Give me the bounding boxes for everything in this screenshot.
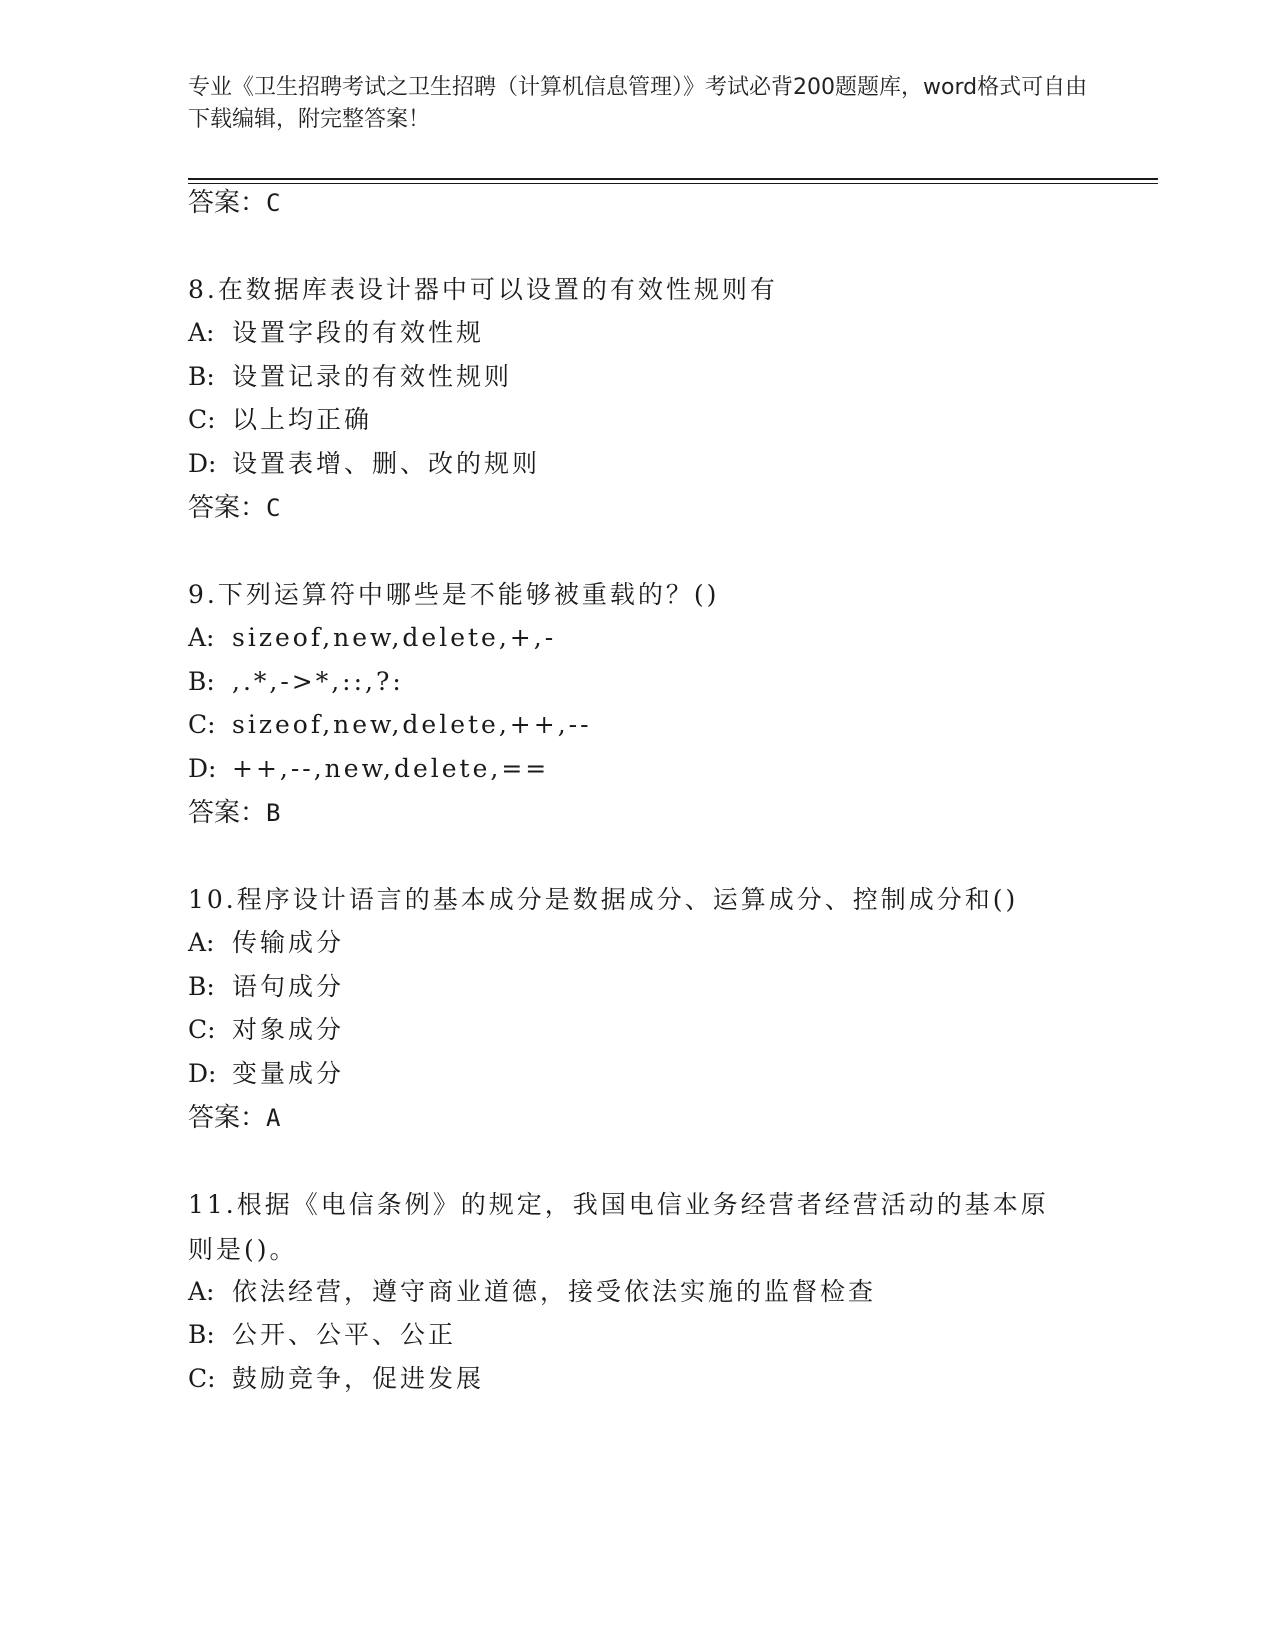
answer-label: 答案： [188,493,267,523]
option-letter: B: [188,362,215,391]
option-letter: C: [188,405,216,434]
previous-answer [188,186,280,220]
question-11-option-a [188,1275,1088,1309]
option-text: 公开、公平、公正 [232,1320,457,1349]
question-9-option-d [188,752,1088,786]
question-8-option-b [188,360,1088,394]
question-10: 10.程序设计语言的基本成分是数据成分、运算成分、控制成分和() [188,885,1019,914]
option-text: 设置字段的有效性规 [232,318,485,347]
question-10-option-c [188,1013,1088,1047]
option-letter: A: [188,928,215,957]
question-8-option-a [188,316,1088,350]
option-letter: A: [188,623,215,652]
option-letter: A: [188,1277,215,1306]
question-8-option-c [188,403,1088,437]
option-letter: D: [188,754,217,783]
question-10-option-b [188,970,1088,1004]
question-8-option-d [188,447,1088,481]
answer-label: 答案： [188,798,267,828]
question-9-option-a [188,621,1088,655]
option-text: 以上均正确 [232,405,373,434]
question-9-option-c [188,708,1088,742]
option-text: sizeof,new,delete,++,-- [232,710,592,739]
header-divider-thick [188,178,1158,180]
option-letter: B: [188,667,215,696]
option-text: 鼓励竞争，促进发展 [232,1364,485,1393]
option-text: 设置表增、删、改的规则 [232,449,541,478]
answer-value: A [266,1104,281,1132]
option-text: ,.*,->*,::,?: [232,667,404,696]
option-letter: D: [188,449,217,478]
question-11-option-b [188,1318,1088,1352]
answer-value: C [266,189,281,217]
question-11: 11.根据《电信条例》的规定，我国电信业务经营者经营活动的基本原则是()。 [188,1190,1049,1264]
option-letter: A: [188,318,215,347]
document-header: 专业《卫生招聘考试之卫生招聘（计算机信息管理）》考试必背200题题库，word格式可自由下载编辑，附完整答案！ [188,75,1088,132]
option-text: 设置记录的有效性规则 [232,362,513,391]
question-10-option-a [188,926,1088,960]
question-10-answer [188,1101,280,1135]
option-text: 变量成分 [232,1059,345,1088]
question-9-option-b [188,665,1088,699]
option-letter: B: [188,1320,215,1349]
option-text: 传输成分 [232,928,345,957]
answer-value: B [266,799,281,827]
question-8: 8.在数据库表设计器中可以设置的有效性规则有 [188,275,778,304]
option-text: 语句成分 [232,972,345,1001]
option-letter: D: [188,1059,217,1088]
question-10-option-d [188,1057,1088,1091]
answer-value: C [266,494,281,522]
option-text: ++,--,new,delete,== [232,754,550,783]
option-text: sizeof,new,delete,+,- [232,623,557,652]
question-9-answer [188,796,280,830]
option-letter: C: [188,710,216,739]
answer-label: 答案： [188,188,267,218]
question-11-option-c [188,1362,1088,1396]
header-divider-thin [188,183,1158,184]
answer-label: 答案： [188,1103,267,1133]
question-9: 9.下列运算符中哪些是不能够被重载的？() [188,580,720,609]
option-text: 对象成分 [232,1015,345,1044]
option-letter: C: [188,1015,216,1044]
question-8-answer [188,491,280,525]
option-text: 依法经营，遵守商业道德，接受依法实施的监督检查 [232,1277,877,1306]
option-letter: B: [188,972,215,1001]
option-letter: C: [188,1364,216,1393]
